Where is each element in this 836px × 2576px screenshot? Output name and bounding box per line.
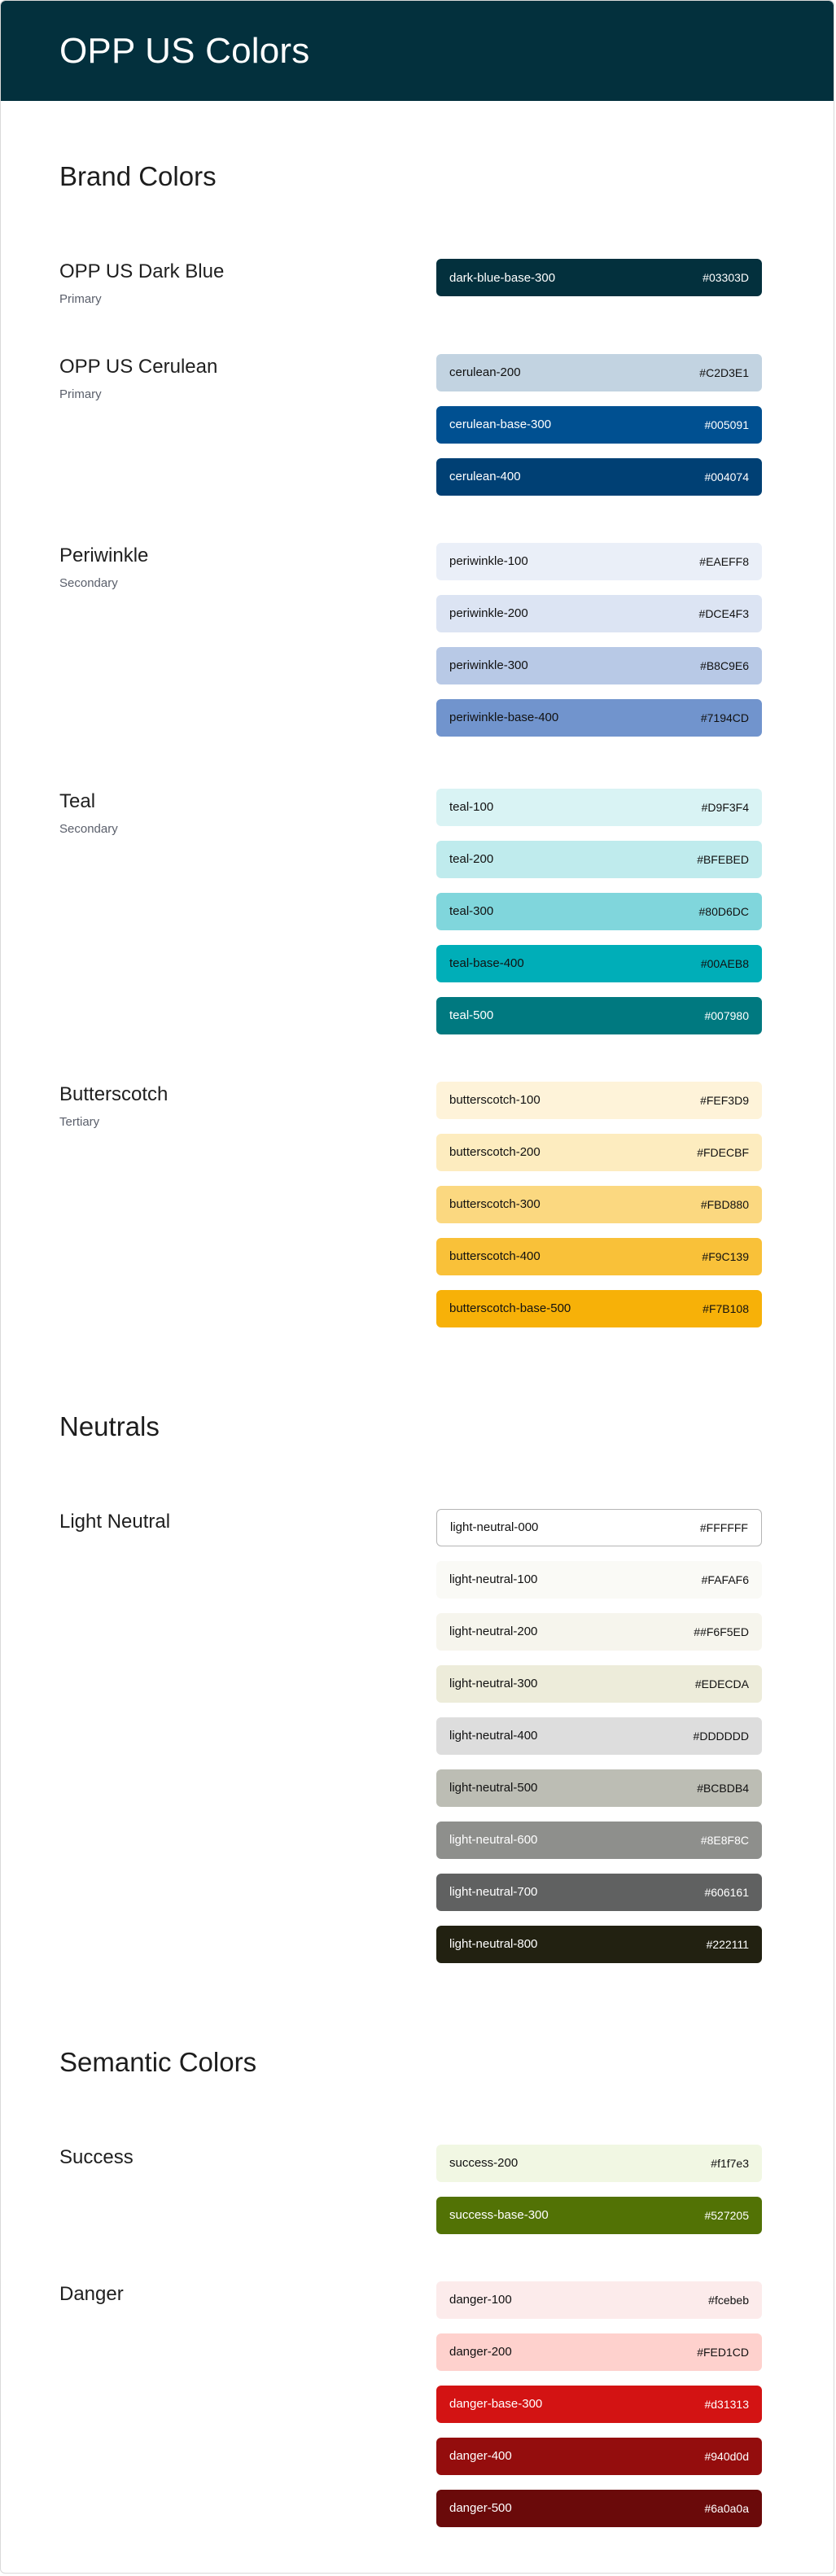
swatch-name: danger-400 (449, 2449, 512, 2464)
swatch-hex: #FBD880 (700, 1197, 749, 1211)
swatch-name: teal-500 (449, 1008, 494, 1023)
swatch-name: teal-200 (449, 852, 494, 867)
color-group-info (59, 354, 217, 496)
swatch-name: butterscotch-200 (449, 1145, 541, 1160)
swatch-hex: #EDECDA (694, 1677, 749, 1690)
swatch-hex: #BCBDB4 (697, 1781, 749, 1795)
swatch-hex: #80D6DC (698, 904, 749, 918)
color-group-name: Light Neutral (59, 1510, 171, 1533)
color-swatch (436, 789, 762, 826)
swatch-hex: #8E8F8C (700, 1833, 749, 1847)
color-swatch (436, 1082, 762, 1119)
swatch-name: periwinkle-300 (449, 658, 528, 673)
color-group-info (59, 789, 118, 1034)
swatch-name: teal-100 (449, 800, 494, 815)
color-swatch (436, 893, 762, 930)
swatch-hex: #DCE4F3 (698, 606, 749, 620)
color-swatch (436, 945, 762, 982)
color-swatch (436, 1613, 762, 1651)
color-swatch (436, 1874, 762, 1911)
swatch-list (436, 1082, 762, 1327)
swatch-name: dark-blue-base-300 (449, 270, 556, 285)
swatch-name: butterscotch-300 (449, 1197, 541, 1212)
color-swatch (436, 595, 762, 632)
swatch-hex: #f1f7e3 (711, 2156, 749, 2170)
color-swatch (436, 1769, 762, 1807)
swatch-hex: #FFFFFF (699, 1520, 748, 1534)
page-header (1, 1, 834, 101)
color-swatch (436, 841, 762, 878)
swatch-hex: #B8C9E6 (700, 658, 749, 672)
color-swatch (436, 997, 762, 1034)
swatch-hex: #940d0d (704, 2449, 749, 2463)
color-group-info (59, 1082, 168, 1327)
swatch-name: light-neutral-700 (449, 1885, 538, 1900)
section-title: Brand Colors (59, 161, 217, 191)
swatch-name: butterscotch-base-500 (449, 1301, 571, 1316)
swatch-name: light-neutral-200 (449, 1625, 538, 1639)
color-swatch (436, 647, 762, 684)
section-title: Semantic Colors (59, 2046, 257, 2077)
swatch-name: periwinkle-base-400 (449, 711, 559, 725)
swatch-hex: #FEF3D9 (700, 1093, 749, 1107)
swatch-hex: #00AEB8 (700, 956, 749, 970)
color-swatch (436, 2490, 762, 2527)
color-group (59, 1509, 762, 1963)
swatch-hex: #03303D (703, 271, 749, 284)
color-group-name: Success (59, 2145, 133, 2168)
swatch-list (436, 2145, 762, 2234)
color-group-role: Primary (59, 291, 102, 306)
color-swatch (436, 1717, 762, 1755)
swatch-hex: #d31313 (704, 2397, 749, 2411)
color-group (59, 354, 762, 496)
swatch-name: danger-500 (449, 2501, 512, 2516)
swatch-name: danger-base-300 (449, 2397, 543, 2412)
color-swatch (436, 2281, 762, 2319)
swatch-name: success-200 (449, 2156, 519, 2171)
swatch-hex: #FED1CD (697, 2345, 749, 2359)
color-group-role: Secondary (59, 575, 118, 590)
color-group (59, 2281, 762, 2527)
color-group-role: Secondary (59, 821, 118, 836)
swatch-hex: #FAFAF6 (701, 1572, 749, 1586)
color-group-name: Periwinkle (59, 544, 149, 566)
color-swatch (436, 2386, 762, 2423)
color-swatch (436, 1926, 762, 1963)
swatch-name: light-neutral-400 (449, 1729, 538, 1743)
color-swatch (436, 2333, 762, 2371)
swatch-name: cerulean-400 (449, 470, 521, 484)
swatch-hex: #6a0a0a (704, 2501, 749, 2515)
color-swatch (436, 1665, 762, 1703)
swatch-name: light-neutral-000 (450, 1520, 539, 1535)
color-swatch (436, 406, 762, 444)
color-swatch (436, 1822, 762, 1859)
swatch-name: teal-base-400 (449, 956, 524, 971)
color-group (59, 1082, 762, 1327)
swatch-hex: ##F6F5ED (694, 1625, 749, 1638)
swatch-hex: #606161 (704, 1885, 749, 1899)
swatch-list (436, 543, 762, 737)
color-section (59, 2046, 762, 2527)
color-swatch (436, 1134, 762, 1171)
swatch-list (436, 789, 762, 1034)
color-section (59, 163, 762, 1327)
color-swatch (436, 2197, 762, 2234)
swatch-hex: #fcebeb (708, 2293, 749, 2307)
color-swatch (436, 1509, 762, 1546)
color-swatch (436, 543, 762, 580)
color-group-info (59, 2145, 133, 2234)
color-swatch (436, 1238, 762, 1275)
swatch-name: danger-200 (449, 2345, 512, 2360)
swatch-hex: #EAEFF8 (699, 554, 749, 568)
swatch-name: light-neutral-800 (449, 1937, 538, 1952)
color-swatch (436, 2145, 762, 2182)
swatch-name: butterscotch-400 (449, 1249, 541, 1264)
swatch-hex: #BFEBED (697, 852, 749, 866)
swatch-name: cerulean-200 (449, 365, 521, 380)
swatch-name: light-neutral-500 (449, 1781, 538, 1795)
swatch-name: cerulean-base-300 (449, 418, 552, 432)
section-title: Neutrals (59, 1410, 160, 1441)
color-group (59, 543, 762, 737)
color-group (59, 259, 762, 307)
swatch-name: periwinkle-100 (449, 554, 528, 569)
swatch-hex: #F7B108 (703, 1301, 749, 1315)
swatch-hex: #D9F3F4 (701, 800, 749, 814)
swatch-name: light-neutral-300 (449, 1677, 538, 1691)
swatch-hex: #527205 (704, 2208, 749, 2222)
color-swatch (436, 1561, 762, 1599)
color-group-name: Danger (59, 2282, 124, 2305)
color-group-info (59, 259, 224, 307)
color-group-name: Butterscotch (59, 1082, 169, 1105)
color-swatch (436, 1290, 762, 1327)
swatch-name: butterscotch-100 (449, 1093, 541, 1108)
swatch-list (436, 2281, 762, 2527)
color-group (59, 789, 762, 1034)
color-group-role: Tertiary (59, 1114, 100, 1129)
page-title: OPP US Colors (59, 30, 310, 71)
color-group-info (59, 2281, 124, 2527)
swatch-hex: #004074 (704, 470, 749, 483)
swatch-hex: #DDDDDD (693, 1729, 749, 1743)
swatch-hex: #007980 (704, 1008, 749, 1022)
color-swatch (436, 699, 762, 737)
swatch-list (436, 354, 762, 496)
color-swatch (436, 354, 762, 391)
color-swatch (436, 2438, 762, 2475)
color-swatch (436, 259, 762, 296)
color-swatch (436, 458, 762, 496)
color-swatch (436, 1186, 762, 1223)
swatch-name: light-neutral-600 (449, 1833, 538, 1848)
swatch-name: success-base-300 (449, 2208, 549, 2223)
color-group-name: OPP US Dark Blue (59, 260, 225, 282)
swatch-hex: #C2D3E1 (699, 365, 749, 379)
swatch-list (436, 259, 762, 307)
color-group-name: Teal (59, 789, 96, 812)
swatch-hex: #F9C139 (702, 1249, 749, 1263)
swatch-hex: #005091 (704, 418, 749, 431)
swatch-hex: #7194CD (700, 711, 749, 724)
swatch-hex: #222111 (706, 1937, 749, 1951)
color-group-name: OPP US Cerulean (59, 355, 218, 378)
swatch-hex: #FDECBF (697, 1145, 749, 1159)
swatch-list (436, 1509, 762, 1963)
swatch-name: light-neutral-100 (449, 1572, 538, 1587)
page-content (1, 163, 834, 2527)
color-section (59, 1410, 762, 1963)
swatch-name: danger-100 (449, 2293, 512, 2307)
color-group-info (59, 543, 148, 737)
swatch-name: periwinkle-200 (449, 606, 528, 621)
color-group (59, 2145, 762, 2234)
color-group-role: Primary (59, 387, 102, 401)
swatch-name: teal-300 (449, 904, 494, 919)
color-group-info (59, 1509, 170, 1963)
